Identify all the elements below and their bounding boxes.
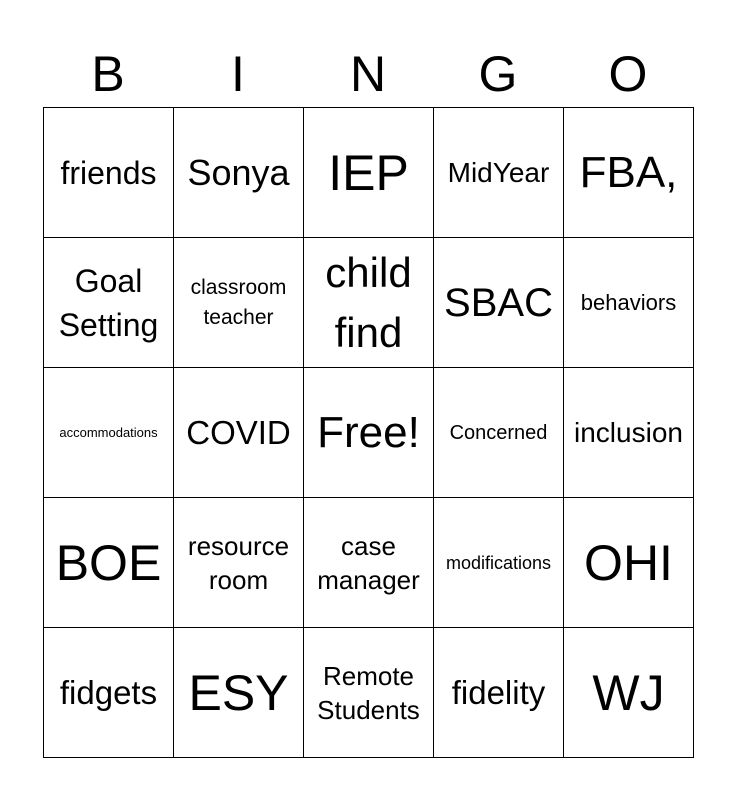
bingo-cell[interactable] bbox=[563, 107, 694, 238]
bingo-cell[interactable] bbox=[433, 237, 564, 368]
cell-label: Remote Students bbox=[317, 660, 420, 725]
bingo-cell[interactable] bbox=[433, 367, 564, 498]
bingo-cell[interactable] bbox=[43, 367, 174, 498]
cell-label: Goal Setting bbox=[58, 262, 159, 343]
cell-label: resource room bbox=[187, 530, 290, 595]
cell-label: accommodations bbox=[59, 424, 158, 440]
bingo-cell[interactable] bbox=[43, 237, 174, 368]
bingo-cell[interactable] bbox=[433, 497, 564, 628]
cell-label: MidYear bbox=[447, 156, 550, 188]
cell-label: case manager bbox=[317, 530, 420, 595]
bingo-cell[interactable] bbox=[173, 497, 304, 628]
bingo-cell[interactable] bbox=[173, 107, 304, 238]
bingo-cell[interactable] bbox=[303, 627, 434, 758]
cell-label: Sonya bbox=[187, 151, 290, 193]
cell-label: classroom teacher bbox=[190, 275, 287, 329]
cell-label: modifications bbox=[445, 552, 552, 573]
header-letter-g: G bbox=[478, 46, 518, 102]
cell-label: Free! bbox=[317, 407, 420, 457]
cell-label: BOE bbox=[55, 534, 162, 591]
cell-label: fidgets bbox=[59, 673, 158, 711]
cell-label: COVID bbox=[186, 413, 291, 451]
bingo-cell[interactable] bbox=[303, 107, 434, 238]
bingo-cell[interactable] bbox=[173, 237, 304, 368]
bingo-grid bbox=[43, 107, 693, 757]
header-letter-i: I bbox=[231, 46, 245, 102]
cell-label: ESY bbox=[188, 664, 289, 721]
header-letter-b: B bbox=[91, 46, 125, 102]
header-letter-n: N bbox=[349, 46, 387, 102]
cell-label: behaviors bbox=[580, 289, 677, 315]
cell-label: fidelity bbox=[451, 673, 546, 711]
cell-label: Concerned bbox=[449, 421, 548, 444]
bingo-cell[interactable] bbox=[563, 367, 694, 498]
bingo-cell[interactable] bbox=[173, 367, 304, 498]
bingo-cell[interactable] bbox=[433, 627, 564, 758]
bingo-cell[interactable] bbox=[173, 627, 304, 758]
bingo-header bbox=[43, 40, 693, 108]
bingo-cell[interactable] bbox=[43, 107, 174, 238]
bingo-cell[interactable] bbox=[303, 497, 434, 628]
bingo-cell[interactable] bbox=[563, 497, 694, 628]
cell-label: SBAC bbox=[444, 280, 553, 325]
cell-label: WJ bbox=[592, 664, 665, 721]
free-space[interactable] bbox=[303, 367, 434, 498]
bingo-cell[interactable] bbox=[563, 627, 694, 758]
bingo-cell[interactable] bbox=[303, 237, 434, 368]
bingo-cell[interactable] bbox=[43, 497, 174, 628]
bingo-cell[interactable] bbox=[433, 107, 564, 238]
bingo-cell[interactable] bbox=[563, 237, 694, 368]
header-letter-o: O bbox=[608, 46, 648, 102]
cell-label: child find bbox=[325, 248, 412, 356]
cell-label: friends bbox=[60, 154, 157, 191]
cell-label: inclusion bbox=[574, 416, 683, 448]
bingo-cell[interactable] bbox=[43, 627, 174, 758]
cell-label: OHI bbox=[584, 534, 673, 591]
cell-label: IEP bbox=[328, 144, 409, 201]
cell-label: FBA, bbox=[579, 147, 678, 197]
